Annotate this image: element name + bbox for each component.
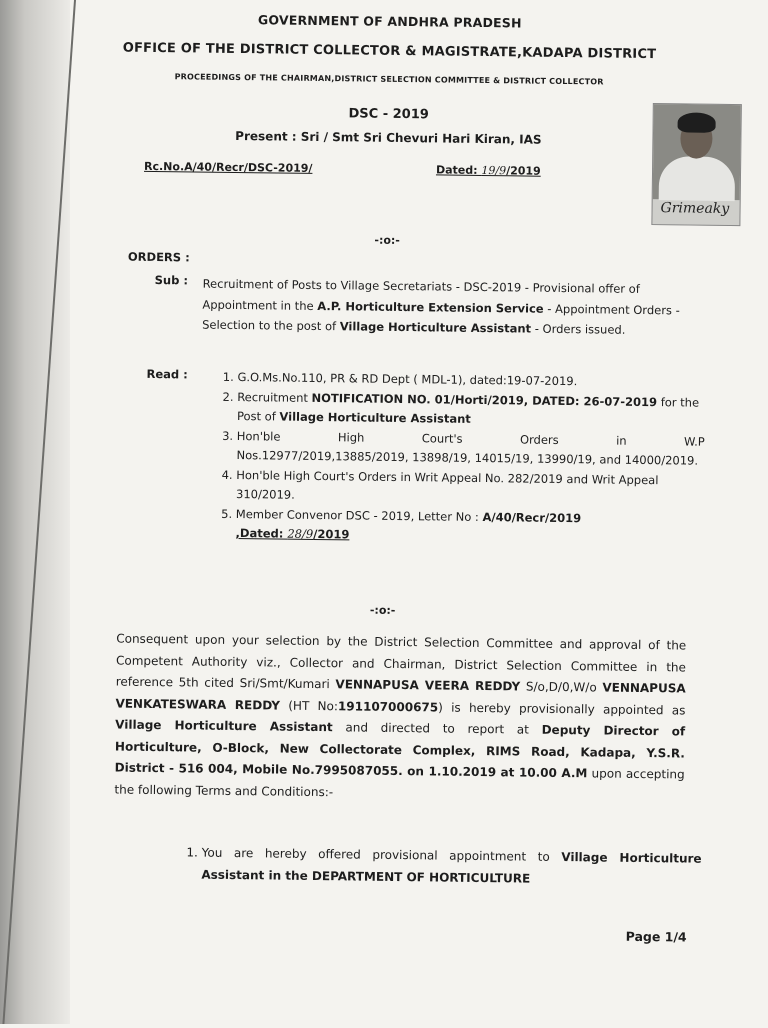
subject-label: Sub : (154, 272, 189, 288)
post-name: Village Horticulture Assistant (115, 717, 333, 735)
separator: -:o:- (369, 603, 396, 617)
read-item-2: 2. Recruitment NOTIFICATION NO. 01/Horti/2019, DATED: 26-07-2019 for the Post of Village Horticulture Assistant (237, 388, 705, 433)
header-proceedings: PROCEEDINGS OF THE CHAIRMAN,DISTRICT SELECTION COMMITTEE & DISTRICT COLLECTOR (174, 72, 604, 87)
candidate-signature: Grimeaky (660, 200, 730, 217)
separator: -:o:- (374, 233, 400, 247)
reference-date (436, 163, 541, 177)
read-item-1: 1. G.O.Ms.No.110, PR & RD Dept ( MDL-1), dated:19-07-2019. (237, 368, 705, 393)
page-number: Page 1/4 (625, 928, 687, 945)
candidate-name: VENNAPUSA VEERA REDDY (335, 677, 521, 694)
condition-item-1: 1. You are hereby offered provisional appointment to Village Horticulture Assistant in the DEPARTMENT OF HORTICULTURE (201, 843, 701, 892)
header-government: GOVERNMENT OF ANDHRA PRADESH (257, 12, 522, 31)
reference-number: Rc.No.A/40/Recr/DSC-2019/ (143, 159, 313, 175)
read-item-3: 3. Hon'ble High Court's Orders in W.P Nos.12977/2019,13885/2019, 13898/19, 14015/19, 13990/19, and 14000/2019. (236, 427, 704, 472)
reference-date-label: Dated: (435, 163, 482, 177)
ht-number: 191107000675 (337, 698, 439, 714)
read-label: Read : (146, 366, 188, 382)
read-list (215, 368, 705, 549)
reference-date-year: /2019 (506, 164, 541, 178)
parent-name: VENNAPUSA VENKATESWARA REDDY (115, 680, 686, 713)
header-office: OFFICE OF THE DISTRICT COLLECTOR & MAGISTRATE,KADAPA DISTRICT (122, 40, 657, 63)
header-dsc: DSC - 2019 (348, 106, 429, 123)
appointment-paragraph: Consequent upon your selection by the District Selection Committee and approval of the Competent Authority viz., Collector and Chairman, District Selection Committee in the reference 5th cited Sri/Smt/Kumari VENNAPUSA VEERA REDDY S/o,D/0,W/o VENNAPUSA VENKATESWARA REDDY (HT No:191107000675) is hereby provisionally appointed as Village Horticulture Assistant and directed to report at Deputy Director of Horticulture, O-Block, New Collectorate Complex, RIMS Road, Kadapa, Y.S.R. District - 516 004, Mobile No.7995087055. on 1.10.2019 at 10.00 A.M upon accepting the following Terms and Conditions:- (114, 631, 687, 799)
conditions-list (183, 842, 701, 891)
candidate-photo (651, 103, 741, 226)
read-item-4: 4. Hon'ble High Court's Orders in Writ Appeal No. 282/2019 and Writ Appeal 310/2019. (236, 465, 704, 510)
reference-date-handwritten: 19/9 (481, 163, 507, 178)
read-item-5: 5. Member Convenor DSC - 2019, Letter No : A/40/Recr/2019 ,Dated: 28/9/2019 (235, 504, 703, 549)
orders-label: ORDERS : (127, 249, 190, 265)
present-line: Present : Sri / Smt Sri Chevuri Hari Kiran, IAS (235, 128, 542, 147)
report-place: Deputy Director of Horticulture, O-Block, New Collectorate Complex, RIMS Road, Kadapa, Y.S.R. District - 516 004, Mobile No.7995087055. on 1.10.2019 at 10.00 A.M (114, 722, 686, 781)
subject-text: Recruitment of Posts to Village Secretariats - DSC-2019 - Provisional offer of Appointment in the A.P. Horticulture Extension Service - Appointment Orders - Selection to the post of Village Horticulture Assistant - Orders issued. (202, 276, 680, 337)
